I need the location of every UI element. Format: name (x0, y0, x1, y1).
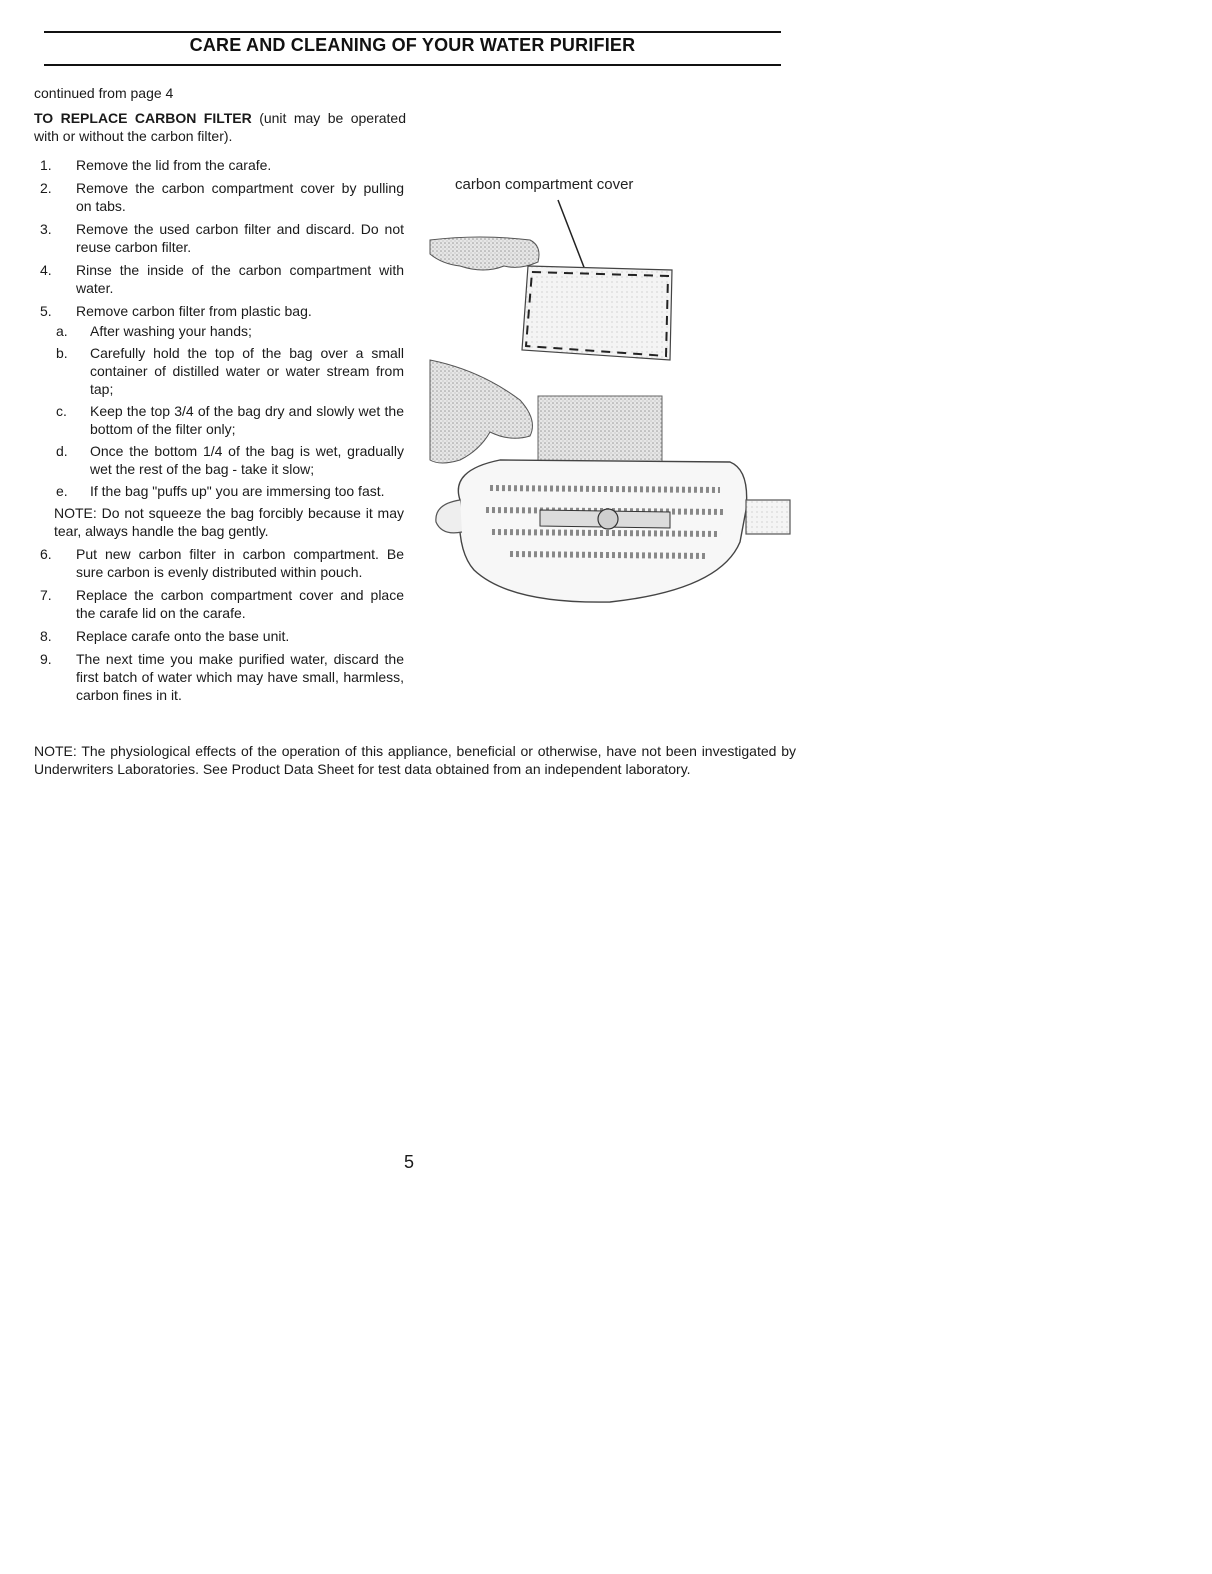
substep-text: Carefully hold the top of the bag over a small container of distilled water or water stream from tap; (90, 345, 404, 397)
step-item (34, 545, 404, 581)
carafe-handle (746, 500, 790, 534)
step-number: 7. (40, 587, 52, 603)
substep-text: Keep the top 3/4 of the bag dry and slowly wet the bottom of the filter only; (90, 403, 404, 437)
step-number: 2. (40, 180, 52, 196)
step-text: Remove the carbon compartment cover by pulling on tabs. (76, 180, 404, 214)
substep-text: After washing your hands; (90, 323, 252, 339)
hand-lower (430, 360, 532, 463)
substep-letter: e. (56, 483, 68, 499)
substep-text: Once the bottom 1/4 of the bag is wet, gradually wet the rest of the bag - take it slow; (90, 443, 404, 477)
step-text: Remove the used carbon filter and discard. Do not reuse carbon filter. (76, 221, 404, 255)
step-item (34, 261, 404, 297)
figure-caption: carbon compartment cover (455, 176, 634, 193)
fingers-top (430, 237, 539, 270)
compartment-cover (522, 266, 672, 360)
step-number: 6. (40, 546, 52, 562)
step-item (34, 627, 404, 645)
substep-item (34, 442, 404, 478)
substep-item (34, 322, 404, 340)
step-item (34, 586, 404, 622)
center-valve (598, 509, 618, 529)
step-number: 8. (40, 628, 52, 644)
footnote-ul-note: NOTE: The physiological effects of the operation of this appliance, beneficial or otherwise, have not been investigated by Underwriters Laboratories. See Product Data Sheet for test data obtained from an independent laboratory. (34, 743, 796, 777)
header-rule-bottom (44, 64, 781, 66)
step-text: Remove carbon filter from plastic bag. (76, 303, 312, 319)
substep-letter: a. (56, 323, 68, 339)
substep-letter: d. (56, 443, 68, 459)
substeps-list (34, 322, 404, 500)
carbon-compartment-illustration (420, 170, 800, 610)
intro-paragraph (34, 109, 406, 145)
step-text: Replace carafe onto the base unit. (76, 628, 290, 644)
substep-item (34, 344, 404, 398)
intro-heading: TO REPLACE CARBON FILTER (34, 110, 252, 126)
continued-note: continued from page 4 (34, 85, 174, 101)
step-text: Remove the lid from the carafe. (76, 157, 272, 173)
substep-item (34, 482, 404, 500)
step-text: The next time you make purified water, discard the first batch of water which may have small, harmless, carbon fines in it. (76, 651, 404, 703)
step-number: 4. (40, 262, 52, 278)
step-item (34, 156, 404, 174)
steps-list (34, 156, 404, 709)
step-item (34, 650, 404, 704)
substep-item (34, 402, 404, 438)
substep-letter: c. (56, 403, 67, 419)
step-number: 9. (40, 651, 52, 667)
step-number: 3. (40, 221, 52, 237)
substep-text: If the bag "puffs up" you are immersing too fast. (90, 483, 385, 499)
step-number: 5. (40, 303, 52, 319)
substep-letter: b. (56, 345, 68, 361)
step-item (34, 179, 404, 215)
page-number: 5 (404, 1152, 415, 1172)
page-title: CARE AND CLEANING OF YOUR WATER PURIFIER (189, 35, 636, 55)
bag-handling-note: NOTE: Do not squeeze the bag forcibly because it may tear, always handle the bag gently. (54, 505, 404, 539)
header-rule-top (44, 31, 781, 33)
step-text: Put new carbon filter in carbon compartment. Be sure carbon is evenly distributed within pouch. (76, 546, 404, 580)
step-item (34, 302, 404, 540)
step-item (34, 220, 404, 256)
carafe-spout (436, 500, 462, 533)
intro-text: (unit may be operated with or without the carbon filter). (34, 110, 406, 144)
step-number: 1. (40, 157, 52, 173)
step-text: Rinse the inside of the carbon compartment with water. (76, 262, 404, 296)
step-text: Replace the carbon compartment cover and place the carafe lid on the carafe. (76, 587, 404, 621)
